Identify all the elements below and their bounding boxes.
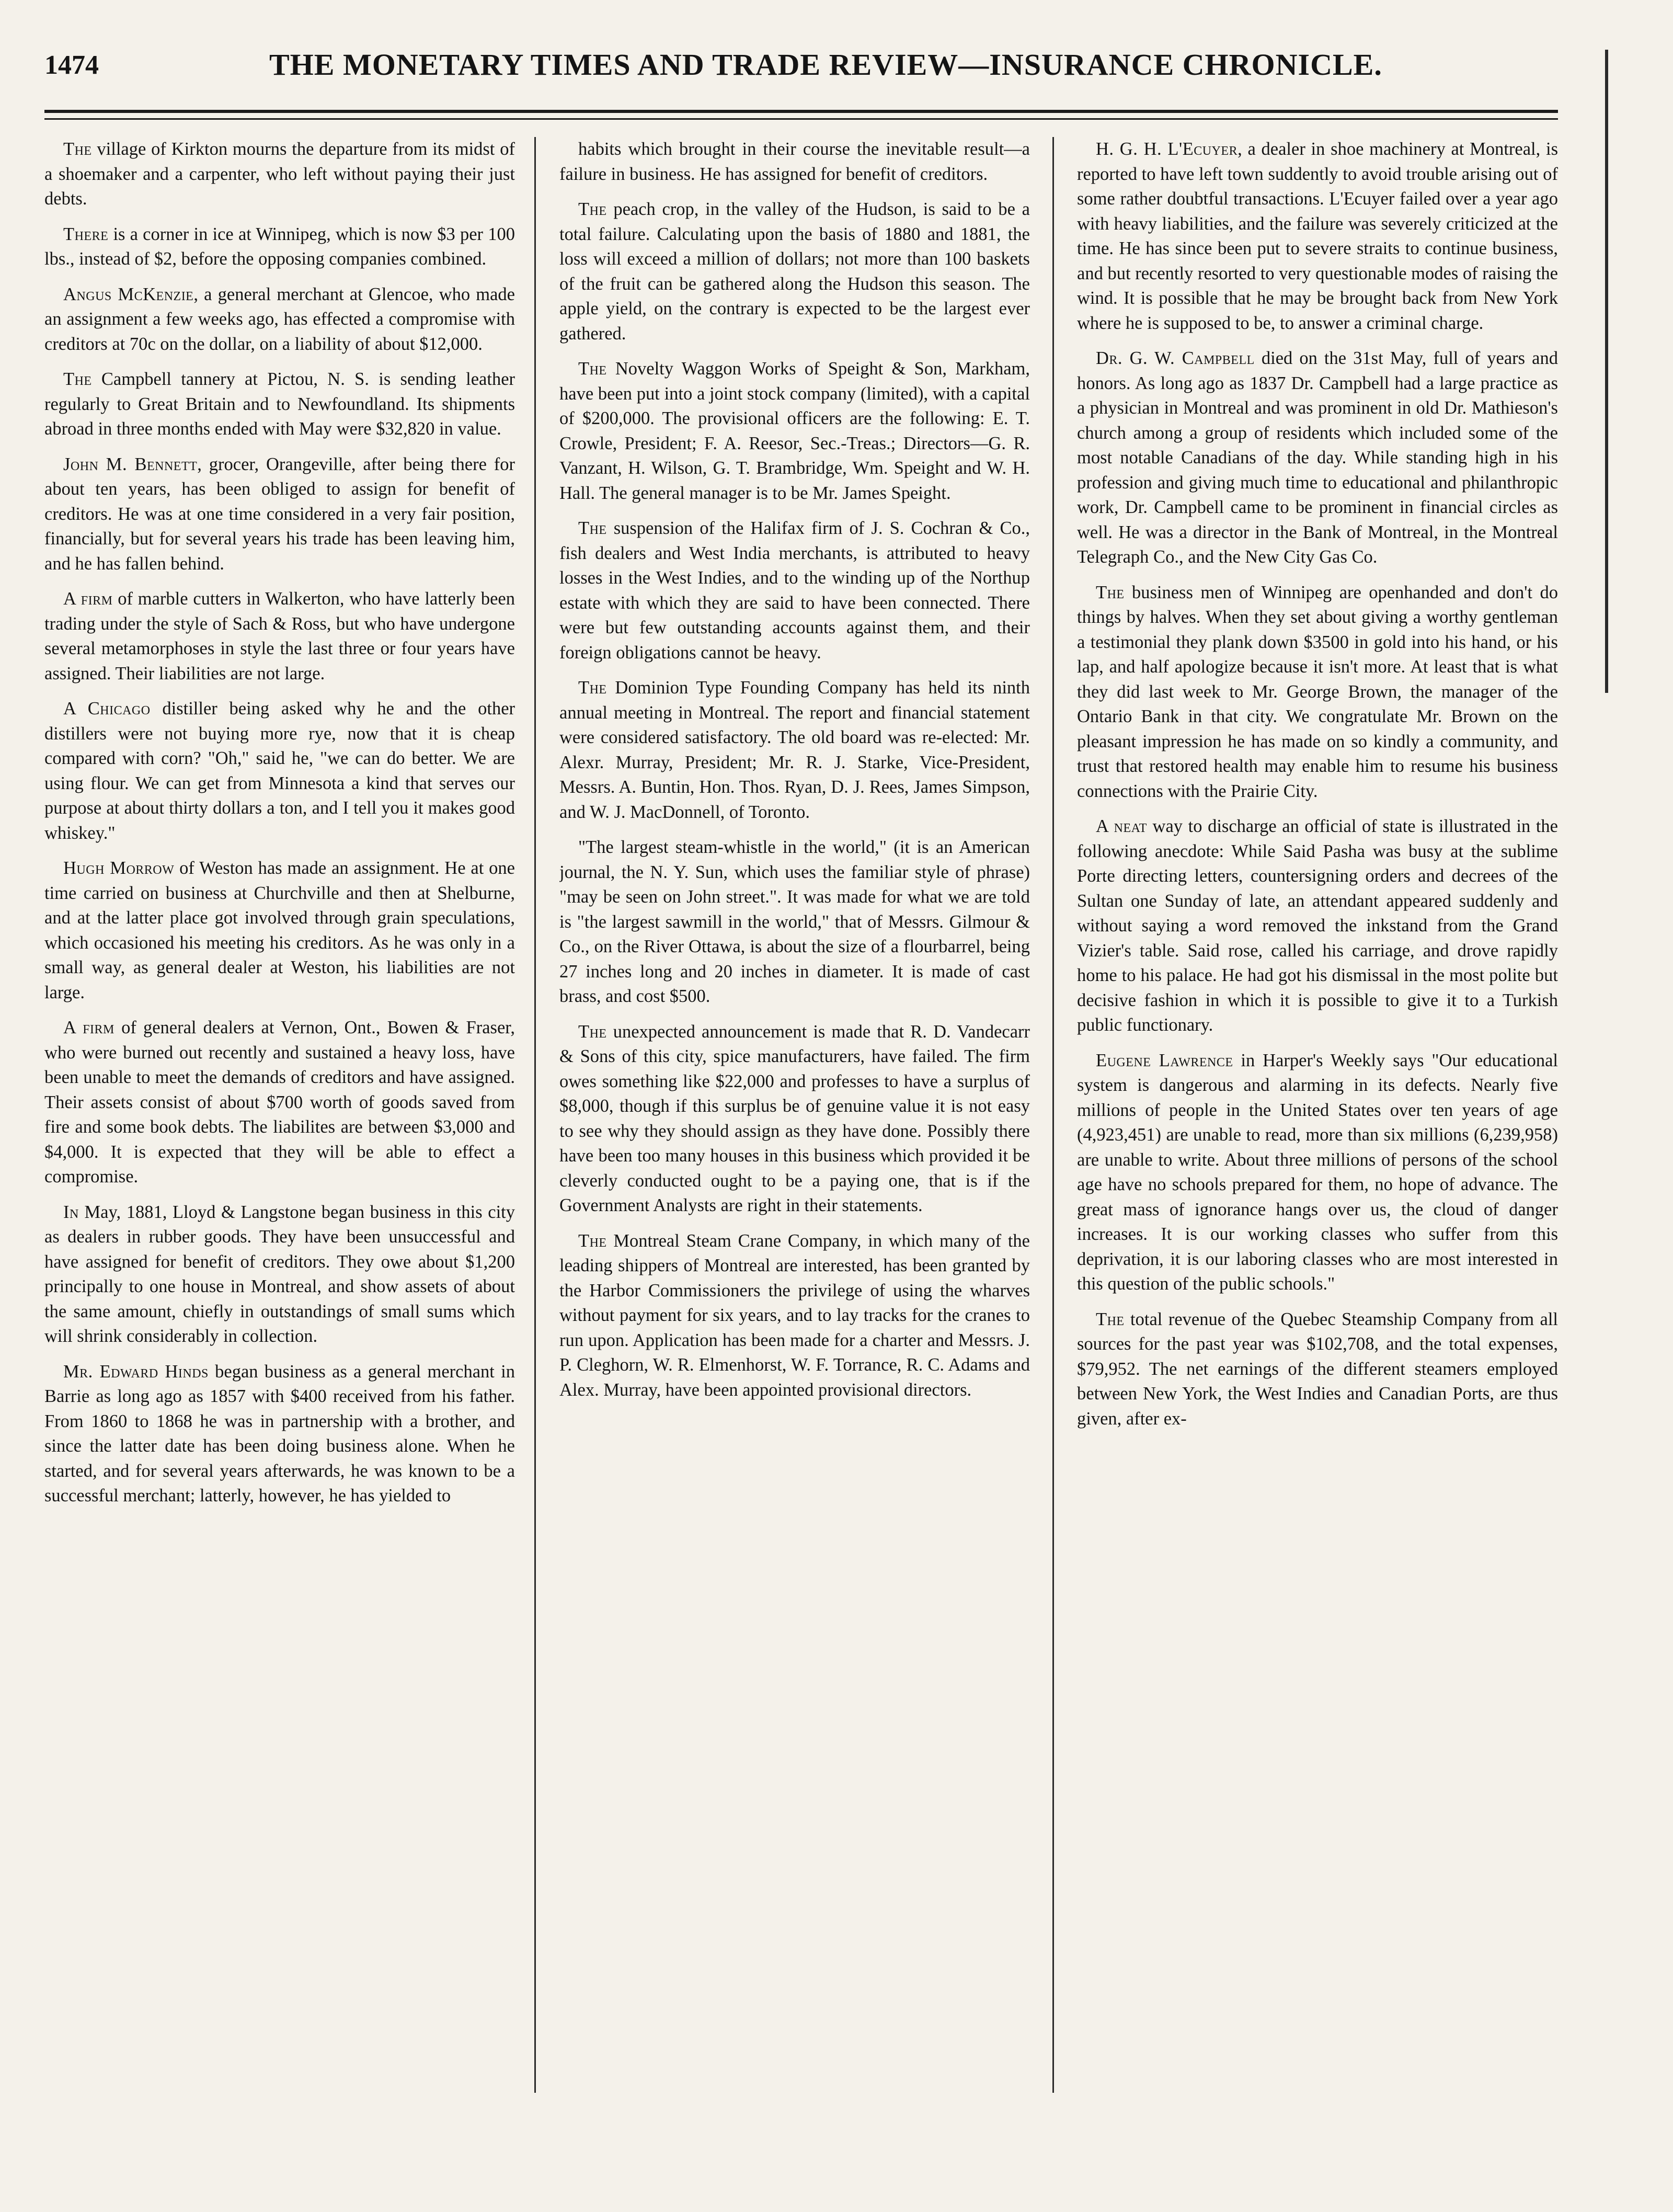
news-item-lead: Eugene Lawrence (1096, 1050, 1233, 1070)
page-header (44, 47, 1561, 99)
news-item-lead: A neat (1096, 816, 1147, 836)
news-item-lead: The (1096, 1309, 1125, 1329)
news-item-text: died on the 31st May, full of years and honors. As long ago as 1837 Dr. Campbell had a large practice as a physician in Montreal and was prominent in old Dr. Mathieson's church among a group of residents which included some of the most notable Canadians of the day. While standing high in his profession and giving much time to educational and philanthropic work, Dr. Campbell came to be prominent in financial circles as well. He was a director in the Bank of Montreal, in the Montreal Telegraph Co., and the New City Gas Co. (1077, 348, 1558, 567)
news-item-text: , a general merchant at Glencoe, who made an assignment a few weeks ago, has effected a compromise with creditors at 70c on the dollar, on a liability of about $12,000. (44, 284, 515, 354)
news-item (1077, 137, 1558, 336)
news-item-text: , a dealer in shoe machinery at Montreal, is reported to have left town suddently to avoid trouble arising out of some rather doubtful transactions. L'Ecuyer failed over a year ago with heavy liabilities, and the failure was severely criticized at the time. He has since been put to severe straits to continue business, and but recently resorted to very questionable modes of raising the wind. It is possible that he may be brought back from New York where he is supposed to be, to answer a criminal charge. (1077, 139, 1558, 333)
column-2 (559, 137, 1030, 2114)
news-item (44, 367, 515, 442)
header-rule-thin (44, 118, 1558, 120)
news-item (44, 1016, 515, 1190)
news-item-lead: H. G. H. L'Ecuyer (1096, 139, 1238, 159)
news-item-text: Dominion Type Founding Company has held its ninth annual meeting in Montreal. The report and financial statement were considered satisfactory. The old board was re-elected: Mr. Alexr. Murray, President; Mr. R. J. Starke, Vice-President, Messrs. A. Buntin, Hon. Thos. Ryan, D. J. Rees, James Simpson, and W. J. MacDonnell, of Toronto. (559, 678, 1030, 822)
news-item-text: total revenue of the Quebec Steamship Company from all sources for the past year was $102,708, and the total expenses, $79,952. The net earnings of the different steamers employed between New York, the West Indies and Canadian Ports, are thus given, after ex- (1077, 1309, 1558, 1429)
news-item-lead: The (578, 1021, 607, 1042)
news-item (44, 1360, 515, 1509)
news-item-text: distiller being asked why he and the other distillers were not buying more rye, now that it is cheap compared with corn? "Oh," said he, "we can do better. We are using flour. We can get from Minnesota a kind that serves our purpose at about thirty dollars a ton, and I tell you it makes good whiskey." (44, 699, 515, 843)
news-item-lead: There (63, 224, 109, 244)
column-divider-1 (534, 137, 536, 2093)
news-item (44, 697, 515, 846)
news-item-lead: Dr. G. W. Campbell (1096, 348, 1255, 368)
news-item-text: peach crop, in the valley of the Hudson, is said to be a total failure. Calculating upon the basis of 1880 and 1881, the loss will exceed a million of dollars; not more than 100 baskets of the fruit can be gathered along the Hudson this season. The apple yield, on the contrary is expected to be the largest ever gathered. (559, 199, 1030, 344)
news-item-lead: A firm (63, 1018, 114, 1037)
news-item-lead: John M. Bennett (63, 454, 198, 474)
news-item-text: in Harper's Weekly says "Our educational system is dangerous and alarming in its defects. Nearly five millions of people in the United States over ten years of age (4,923,451) are unable to read, more than six millions (6,239,958) are unable to write. About three millions of persons of the school age have no schools prepared for them, no hope of advance. The great mass of ignorance hangs over us, the cloud of danger increases. It is our working classes who suffer from this deprivation, it is our laboring classes who are most interested in this question of the public schools." (1077, 1050, 1558, 1294)
news-item-lead: The (578, 518, 607, 538)
news-item-text: way to discharge an official of state is illustrated in the following anecdote: While Said Pasha was busy at the sublime Porte directing letters, countersigning orders and decrees of the Sultan one Sunday of late, an attendant appeared suddenly and without saying a word removed the inkstand from the Grand Vizier's table. Said rose, called his carriage, and drove rapidly home to his palace. He had got his dismissal in the most polite but decisive fashion in which it is possible to give it to a Turkish public functionary. (1077, 816, 1558, 1035)
journal-title: THE MONETARY TIMES AND TRADE REVIEW—INSURANCE CHRONICLE. (269, 48, 1382, 82)
news-item-text: of marble cutters in Walkerton, who have latterly been trading under the style of Sach & Ross, but who have undergone several metamorphoses in style the last three or four years have assigned. Their liabilities are not large. (44, 589, 515, 683)
news-item (559, 137, 1030, 187)
news-item-text: Montreal Steam Crane Company, in which many of the leading shippers of Montreal are interested, has been granted by the Harbor Commissioners the privilege of using the wharves without payment for six years, and to lay tracks for the cranes to run upon. Application has been made for a charter and Messrs. J. P. Cleghorn, W. R. Elmenhorst, W. F. Torrance, R. C. Adams and Alex. Murray, have been appointed provisional directors. (559, 1230, 1030, 1400)
news-item-lead: A Chicago (63, 699, 151, 719)
news-item-text: suspension of the Halifax firm of J. S. Cochran & Co., fish dealers and West India merchants, is attributed to heavy losses in the West Indies, and to the winding up of the Northup estate with which they are said to have been connected. There were but few outstanding accounts against them, and their foreign obligations cannot be heavy. (559, 518, 1030, 663)
news-item-text: began business as a general merchant in Barrie as long ago as 1857 with $400 received from his father. From 1860 to 1868 he was in partnership with a brother, and since the latter date has been doing business alone. When he started, and for several years afterwards, he was known to be a successful merchant; latterly, however, he has yielded to (44, 1361, 515, 1506)
news-item-text: of general dealers at Vernon, Ont., Bowen & Fraser, who were burned out recently and sustained a heavy loss, have been unable to meet the demands of creditors and have assigned. Their assets consist of about $700 worth of goods saved from fire and some book debts. The liabilites are between $3,000 and $4,000. It is expected that they will be able to effect a compromise. (44, 1018, 515, 1187)
news-item-text: "The largest steam-whistle in the world," (it is an American journal, the N. Y. Sun, which uses the familiar style of phrase) "may be seen on John street.". It was made for what we are told is "the largest sawmill in the world," that of Messrs. Gilmour & Co., on the River Ottawa, is about the size of a flourbarrel, being 27 inches long and 20 inches in diameter. It is made of cast brass, and cost $500. (559, 837, 1030, 1006)
news-item (1077, 346, 1558, 570)
news-item (44, 1200, 515, 1349)
news-item (44, 137, 515, 212)
news-item-lead: The (63, 139, 92, 159)
news-item-text: village of Kirkton mourns the departure from its midst of a shoemaker and a carpenter, who left without paying their just debts. (44, 139, 515, 209)
news-item (44, 222, 515, 272)
news-item (1077, 1307, 1558, 1432)
news-item-lead: Angus McKenzie (63, 284, 194, 304)
header-rule-thick (44, 110, 1558, 113)
news-item-text: business men of Winnipeg are openhanded and don't do things by halves. When they set about giving a worthy gentleman a testimonial they plank down $3500 in gold into his hand, or his lap, and half apologize because it isn't more. At least that is what they did last week to Mr. George Brown, the manager of the Ontario Bank in that city. We congratulate Mr. Brown on the pleasant impression he has made on so kindly a community, and trust that restored health may enable him to resume his business connections with the Prairie City. (1077, 582, 1558, 801)
news-item-text: of Weston has made an assignment. He at one time carried on business at Churchville and then at Shelburne, and at the latter place got involved through grain speculations, which occasioned his meeting his creditors. As he was only in a small way, as general dealer at Weston, his liabilities are not large. (44, 858, 515, 1002)
article-columns (44, 137, 1558, 2114)
page-edge-shadow (1605, 50, 1608, 693)
news-item (559, 676, 1030, 825)
news-item-lead: Hugh Morrow (63, 858, 175, 878)
news-item (559, 197, 1030, 346)
news-item-lead: A firm (63, 589, 113, 609)
news-item (559, 835, 1030, 1009)
column-divider-2 (1052, 137, 1054, 2093)
news-item-text: , grocer, Orangeville, after being there for about ten years, has been obliged to assign for benefit of creditors. He was at one time considered in a very fair position, financially, but for several years his trade has been leaving him, and he has fallen behind. (44, 454, 515, 574)
news-item-lead: The (578, 199, 607, 219)
news-item-lead: The (578, 1230, 607, 1251)
news-item (559, 1229, 1030, 1403)
news-item-text: habits which brought in their course the inevitable result—a failure in business. He has assigned for benefit of creditors. (559, 139, 1030, 184)
news-item-lead: The (578, 678, 607, 698)
news-item-lead: The (578, 359, 607, 379)
news-item-text: May, 1881, Lloyd & Langstone began business in this city as dealers in rubber goods. They have been unsuccessful and have assigned for benefit of creditors. They owe about $1,200 principally to one house in Montreal, and show assets of about the same amount, chiefly in outstandings of small sums which will shrink considerably in collection. (44, 1202, 515, 1346)
page-number: 1474 (44, 50, 99, 80)
news-item (559, 516, 1030, 665)
news-item (1077, 814, 1558, 1038)
news-item (559, 357, 1030, 506)
column-3 (1077, 137, 1558, 2114)
news-item-lead: In (63, 1202, 79, 1222)
news-item-lead: The (1096, 582, 1125, 602)
news-item (44, 452, 515, 577)
news-item (1077, 580, 1558, 804)
news-item-text: is a corner in ice at Winnipeg, which is now $3 per 100 lbs., instead of $2, before the opposing companies combined. (44, 224, 515, 269)
news-item (559, 1020, 1030, 1218)
news-item (1077, 1048, 1558, 1297)
news-item (44, 587, 515, 686)
news-item-text: Novelty Waggon Works of Speight & Son, Markham, have been put into a joint stock company (limited), with a capital of $200,000. The provisional officers are the following: E. T. Crowle, President; F. A. Reesor, Sec.-Treas.; Directors—G. R. Vanzant, H. Wilson, G. T. Brambridge, Wm. Speight and W. H. Hall. The general manager is to be Mr. James Speight. (559, 359, 1030, 503)
news-item-lead: The (63, 369, 92, 389)
news-item (44, 282, 515, 357)
news-item-text: Campbell tannery at Pictou, N. S. is sending leather regularly to Great Britain and to Newfoundland. Its shipments abroad in three months ended with May were $32,820 in value. (44, 369, 515, 439)
column-1 (44, 137, 515, 2114)
news-item-lead: Mr. Edward Hinds (63, 1361, 209, 1382)
news-item-text: unexpected announcement is made that R. D. Vandecarr & Sons of this city, spice manufacturers, have failed. The firm owes something like $22,000 and professes to have a surplus of $8,000, though if this surplus be of genuine value it is not easy to see why they should assign as they have done. Possibly there have been too many houses in this business which provided it be cleverly conducted ought to be a paying one, that is if the Government Analysts are right in their statements. (559, 1021, 1030, 1215)
news-item (44, 856, 515, 1005)
